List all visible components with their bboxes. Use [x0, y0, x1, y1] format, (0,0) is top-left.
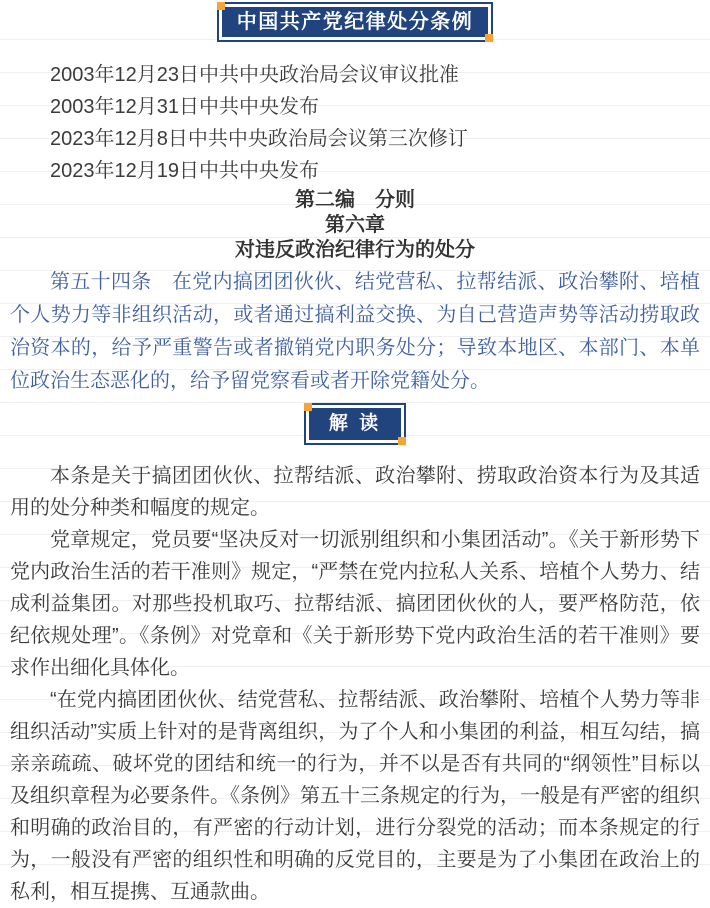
- corner-accent-bottomright-icon: [485, 34, 493, 42]
- corner-accent-topleft-icon: [304, 403, 312, 411]
- title-banner-row: [10, 2, 700, 42]
- title-banner: [217, 2, 494, 42]
- revision-history-line: 2023年12月8日中共中央政治局会议第三次修订: [50, 128, 468, 150]
- heading-chapter: 第六章: [325, 214, 385, 236]
- revision-history-line: 2003年12月31日中共中央发布: [50, 96, 319, 118]
- interpretation-banner-row: [10, 403, 700, 445]
- interpretation-paragraph: 本条是关于搞团团伙伙、拉帮结派、政治攀附、捞取政治资本行为及其适用的处分种类和幅度的规定。: [10, 465, 700, 519]
- revision-history-line: 2003年12月23日中共中央政治局会议审议批准: [50, 64, 459, 86]
- interpretation-body: [10, 460, 700, 908]
- revision-history: [10, 59, 700, 187]
- page-title: 中国共产党纪律处分条例: [222, 7, 489, 37]
- section-headings: [10, 188, 700, 263]
- article-54-text: 第五十四条 在党内搞团团伙伙、结党营私、拉帮结派、政治攀附、培植个人势力等非组织活动，或者通过搞利益交换、为自己营造声势等活动捞取政治资本的，给予严重警告或者撤销党内职务处分；导致本地区、本部门、本单位政治生态恶化的，给予留党察看或者开除党籍处分。: [10, 271, 700, 392]
- interpretation-paragraph: “在党内搞团团伙伙、结党营私、拉帮结派、政治攀附、培植个人势力等非组织活动”实质上针对的是背离组织，为了个人和小集团的利益，相互勾结，搞亲亲疏疏、破坏党的团结和统一的行为，并不以是否有共同的“纲领性”目标以及组织章程为必要条件。《条例》第五十三条规定的行为，一般是有严密的组织和明确的政治目的，有严密的行动计划，进行分裂党的活动；而本条规定的行为，一般没有严密的组织性和明确的反党目的，主要是为了小集团在政治上的私利，相互提携、互通款曲。: [10, 689, 700, 903]
- heading-chapter-title: 对违反政治纪律行为的处分: [235, 239, 475, 261]
- heading-part: 第二编 分则: [295, 189, 415, 211]
- revision-history-line: 2023年12月19日中共中央发布: [50, 160, 319, 182]
- interpretation-paragraph: 党章规定，党员要“坚决反对一切派别组织和小集团活动”。《关于新形势下党内政治生活的若干准则》规定，“严禁在党内拉私人关系、培植个人势力、结成利益集团。对那些投机取巧、拉帮结派、搞团团伙伙的人，要严格防范，依纪依规处理”。《条例》对党章和《关于新形势下党内政治生活的若干准则》要求作出细化具体化。: [10, 529, 700, 679]
- interpretation-banner: [304, 403, 406, 445]
- corner-accent-bottomright-icon: [398, 437, 406, 445]
- corner-accent-topleft-icon: [217, 2, 225, 10]
- interpretation-label: 解 读: [309, 408, 401, 440]
